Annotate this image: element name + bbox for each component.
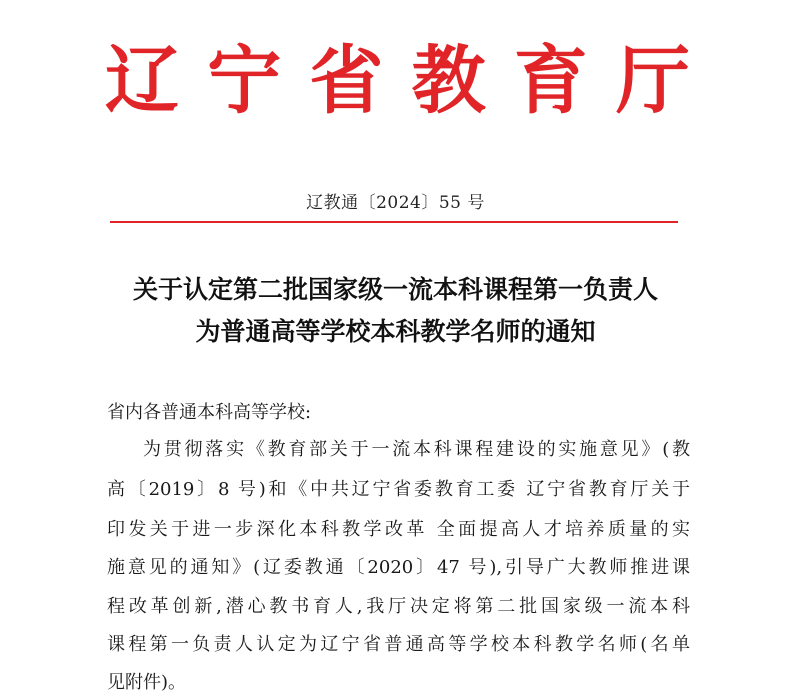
salutation: 省内各普通本科高等学校:	[107, 402, 312, 423]
body-line: 印发关于进一步深化本科教学改革 全面提高人才培养质量的实	[107, 519, 690, 540]
red-divider	[110, 221, 678, 223]
body-line: 为贯彻落实《教育部关于一流本科课程建设的实施意见》(教	[143, 439, 690, 460]
body-line: 程改革创新,潜心教书育人,我厅决定将第二批国家级一流本科	[107, 596, 690, 617]
masthead-char: 省	[309, 38, 384, 124]
document-number: 辽教通〔2024〕55 号	[306, 193, 485, 213]
masthead-char: 教	[411, 38, 486, 124]
masthead-char: 宁	[207, 38, 282, 124]
masthead-char: 辽	[105, 38, 179, 124]
body-line: 高〔2019〕8 号)和《中共辽宁省委教育工委 辽宁省教育厅关于	[107, 479, 690, 500]
body-line: 课程第一负责人认定为辽宁省普通高等学校本科教学名师(名单	[107, 634, 690, 655]
body-line: 施意见的通知》(辽委教通〔2020〕47 号),引导广大教师推进课	[107, 557, 690, 578]
masthead	[105, 36, 690, 126]
document-title-line-2: 为普通高等学校本科教学名师的通知	[195, 317, 596, 346]
masthead-char: 厅	[615, 38, 690, 124]
body-line: 见附件)。	[107, 672, 187, 693]
masthead-char: 育	[513, 38, 588, 124]
document-title-line-1: 关于认定第二批国家级一流本科课程第一负责人	[132, 275, 658, 304]
